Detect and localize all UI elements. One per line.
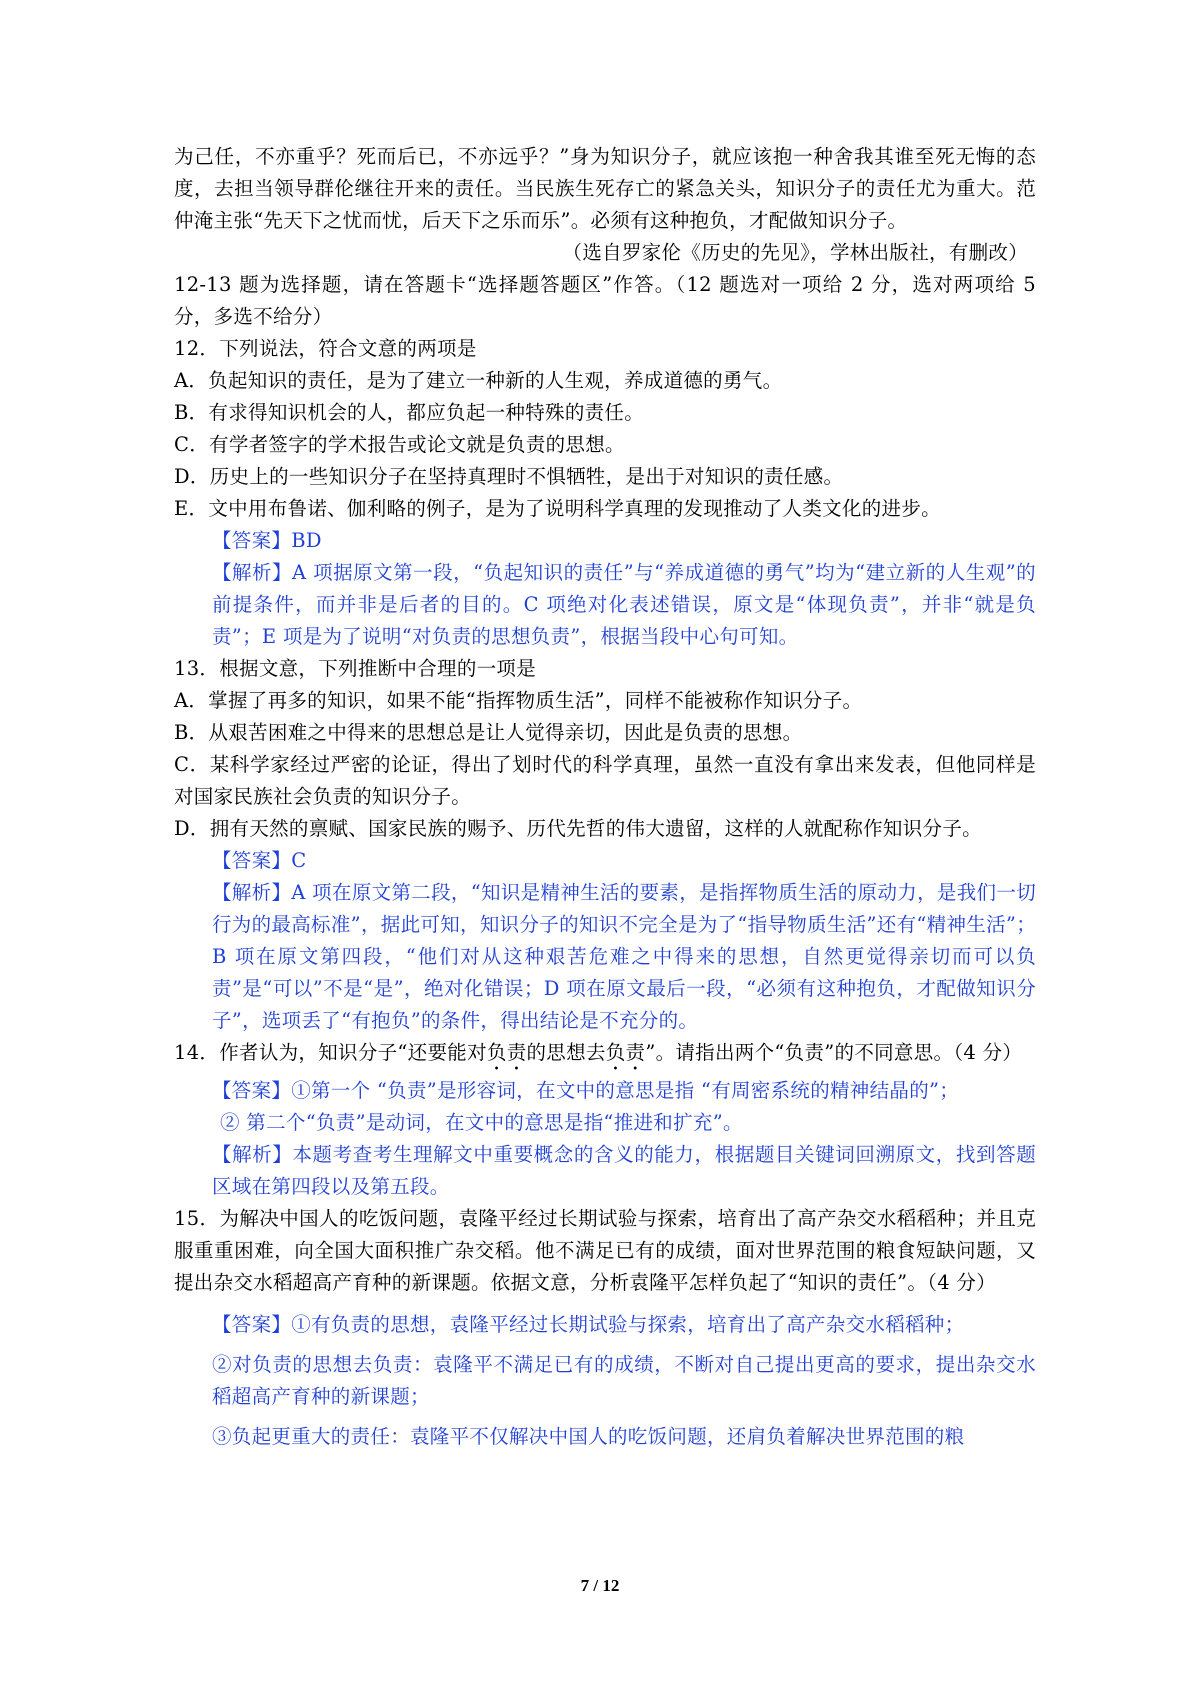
q13-option-c: C．某科学家经过严密的论证，得出了划时代的科学真理，虽然一直没有拿出来发表，但他同样是对国家民族社会负责的知识分子。 [174,753,1036,808]
q13-option-b: B．从艰苦困难之中得来的思想总是让人觉得亲切，因此是负责的思想。 [174,721,803,744]
q13-analysis: 【解析】A 项在原文第二段，“知识是精神生活的要素，是指挥物质生活的原动力，是我们一切行为的最高标准”，据此可知，知识分子的知识不完全是为了“指导物质生活”还有“精神生活”；B 项在原文第四段，“他们对从这种艰苦危难之中得来的思想，自然更觉得亲切而可以负责”是“可以”不是“是”，绝对化错误；D 项在原文最后一段，“必须有这种抱负，才配做知识分子”，选项丢了“有抱负”的条件，得出结论是不充分的。 [212,881,1036,1032]
q12-option-d: D．历史上的一些知识分子在坚持真理时不惧牺牲，是出于对知识的责任感。 [174,465,844,488]
q13-option-a: A．掌握了再多的知识，如果不能“指挥物质生活”，同样不能被称作知识分子。 [174,689,863,712]
passage-tail: 为己任，不亦重乎？死而后已，不亦远乎？”身为知识分子，就应该抱一种舍我其谁至死无悔的态度，去担当领导群伦继往开来的责任。当民族生死存亡的紧急关头，知识分子的责任尤为重大。范仲淹主张“先天下之忧而忧，后天下之乐而乐”。必须有这种抱负，才配做知识分子。 [174,145,1036,232]
q15-stem: 15．为解决中国人的吃饭问题，袁隆平经过长期试验与探索，培育出了高产杂交水稻稻种；并且克服重重困难，向全国大面积推广杂交稻。他不满足已有的成绩，面对世界范围的粮食短缺问题，又提出杂交水稻超高产育种的新课题。依据文意，分析袁隆平怎样负起了“知识的责任”。（4 分） [174,1207,1036,1294]
q12-analysis: 【解析】A 项据原文第一段，“负起知识的责任”与“养成道德的勇气”均为“建立新的人生观”的前提条件，而并非是后者的目的。C 项绝对化表述错误，原文是“体现负责”，并非“就是负责”；E 项是为了说明“对负责的思想负责”，根据当段中心句可知。 [212,561,1036,648]
page-number: 7 / 12 [580,1576,620,1595]
q14-emphasis-2: 负责 [605,1041,646,1064]
q13-answer: 【答案】C [212,849,307,872]
q12-stem: 12．下列说法，符合文意的两项是 [174,337,477,360]
q14-stem [174,1037,1036,1075]
q12-option-b: B．有求得知识机会的人，都应负起一种特殊的责任。 [174,401,645,424]
q14-stem-part-a: 14．作者认为，知识分子“还要能对 [174,1041,487,1064]
q15-answer-3: ③负起更重大的责任：袁隆平不仅解决中国人的吃饭问题，还肩负着解决世界范围的粮 [212,1425,965,1448]
q12-option-a: A．负起知识的责任，是为了建立一种新的人生观，养成道德的勇气。 [174,369,783,392]
q14-analysis: 【解析】本题考查考生理解文中重要概念的含义的能力，根据题目关键词回溯原文，找到答题区域在第四段以及第五段。 [212,1143,1036,1198]
q12-option-e: E．文中用布鲁诺、伽利略的例子，是为了说明科学真理的发现推动了人类文化的进步。 [174,497,941,520]
q14-stem-part-c: ”。请指出两个“负责”的不同意思。（4 分） [645,1041,1023,1064]
q15-answer-2: ②对负责的思想去负责：袁隆平不满足已有的成绩，不断对自己提出更高的要求，提出杂交水稻超高产育种的新课题； [212,1353,1036,1408]
page-content [174,141,1036,1453]
q15-answer-1: 【答案】①有负责的思想，袁隆平经过长期试验与探索，培育出了高产杂交水稻稻种； [212,1313,965,1336]
q12-answer: 【答案】BD [212,529,322,552]
q14-answer-1: 【答案】①第一个 “负责”是形容词，在文中的意思是指 “有周密系统的精神结晶的”； [212,1079,960,1102]
instruction-text: 12-13 题为选择题，请在答题卡“选择题答题区”作答。（12 题选对一项给 2 分，选对两项给 5 分，多选不给分） [174,273,1036,328]
q14-stem-part-b: 的思想去 [526,1041,606,1064]
q14-emphasis-1: 负责 [486,1041,527,1064]
q14-answer-2: ② 第二个“负责”是动词，在文中的意思是指“推进和扩充”。 [220,1111,743,1134]
q12-option-c: C．有学者签字的学术报告或论文就是负责的思想。 [174,433,625,456]
q13-stem: 13．根据文意，下列推断中合理的一项是 [174,657,537,680]
passage-source: （选自罗家伦《历史的先见》，学林出版社，有删改） [562,241,1028,264]
q13-option-d: D．拥有天然的禀赋、国家民族的赐予、历代先哲的伟大遗留，这样的人就配称作知识分子。 [174,817,982,840]
